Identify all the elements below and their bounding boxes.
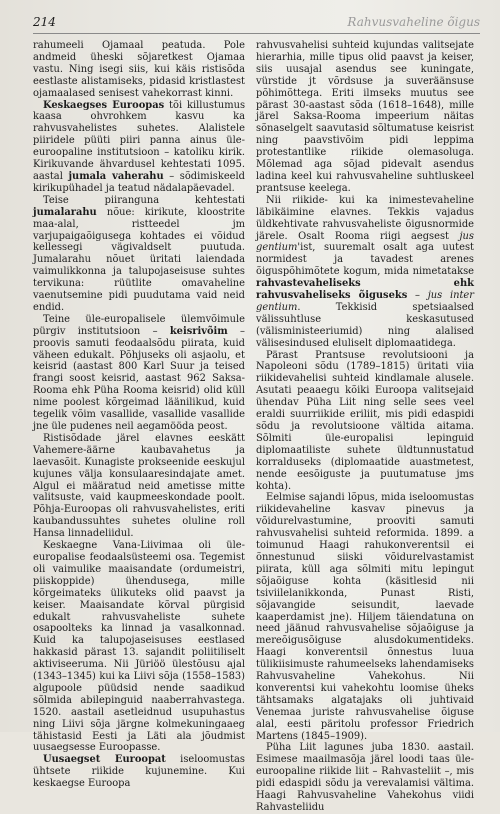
paragraph (256, 350, 474, 493)
paragraph (256, 492, 474, 742)
text-run: Ristisõdade järel elavnes eeskätt Vahemere-äärne kaubavahetus ja laevasõit. Kunagiste prokseenide eeskujul kujunes välja konsulaaresindajate amet. Algul ei määratud neid ametisse mitte valitsuste, vaid kaupmeeskondade poolt. Põhja-Euroopas oli rahvusvahelistes, eriti kaubandussuhtes suhetes oluline roll Hansa linnadeliidul. (33, 432, 245, 540)
paragraph (256, 195, 474, 350)
text-run: – (407, 290, 428, 302)
header-rule (33, 33, 480, 34)
paragraph (33, 314, 245, 433)
left-column (33, 40, 245, 790)
text-run: Teise piiranguna kehtestati (43, 194, 245, 206)
text-run: Nii riikide- kui ka inimestevaheline läbikäimine elavnes. Tekkis vajadus üldkehtivate rahvusvaheliste õigusnormide järele. Osalt Rooma riigi aegsest (256, 194, 474, 242)
text-run: nõue: kirikute, kloostrite maa-alal, ristteedel jm varjupaigaõigusega kohtades ei võidud kellessegi vägivaldselt puutuda. Jumalarahu nõuet üritati laiendada vaimulikkonna ja talupojaseisuse suhtes tervikuna: rüütlite omavaheline vaenutsemine pidi puudutama vaid neid endid. (33, 206, 245, 313)
bold-term: jumalarahu (33, 206, 97, 218)
paragraph (256, 40, 474, 195)
page-number: 214 (33, 15, 56, 29)
bold-term: jumala vaherahu (68, 170, 164, 182)
paragraph (33, 100, 245, 195)
text-run: Keskaegne Vana-Liivimaa oli üle-europalise feodaalsüsteemi osa. Tegemist oli vaimulike maaisandate (ordumeistri, piiskoppide) ühendusega, mille kõrgeimateks ülikuteks olid paavst ja keiser. Maaisandate kõrval pürgisid edukalt rahvusvaheliste suhete osapoolteks ka linnad ja vasalkonnad. Kuid ka talupojaseisuses eestlased hakkasid pärast 13. sajandit poliitiliselt aktiviseeruma. Nii Jüriöö ülestõusu ajal (1343–1345) kui ka Liivi sõja (1558–1583) algupoole püüdsid nende saadikud sõlmida abilepinguid naaberrahvastega. 1520. aastail asetleidnud usupuhastus ning Liivi sõja järgne kolmekuningaaeg tähistasid Eesti ja Läti ala jõudmist uusaegsesse Euroopasse. (33, 540, 245, 754)
paragraph (256, 742, 474, 813)
text-run: rahumeeli Ojamaal peatuda. Pole andmeid üheski sõjaretkest Ojamaa vastu. Ning isegi siis, kui käis ristisõda eestlaste alistamiseks, pidasid kristlastest ojamaalased senisest vahekorrast kinni. (33, 40, 245, 99)
text-run: tõi killustumus kaasa ohvrohkem kasvu ka rahvusvahelistes suhetes. Alalistele piiridele püüti piiri panna ainus üle-euroopaline institutsioon – katoliku kirik. Kirikuvande ähvardusel kehtestati 1095. aastal (33, 99, 246, 182)
bold-term: Uusaegset Euroopat (43, 754, 166, 766)
text-run: . Tekkisid spetsiaalsed välissuhtluse keskasutused (välisministeeriumid) ning alalised välisesindused eluliselt diplomaatidega. (256, 301, 474, 349)
paragraph (33, 433, 245, 540)
right-column (256, 40, 474, 814)
paragraph (33, 40, 245, 100)
text-run: – sõdimiskeeld kirikupühadel ja teatud nädalapäevadel. (33, 170, 246, 194)
text-run: Püha Liit lagunes juba 1830. aastail. Esimese maailmasõja järel loodi taas üle-euroopaline riikide liit – Rahvasteliit –, mis pidi edaspidi sõdu ja verevalamisi vältima. Haagi Rahvusvaheline Vahekohus viidi Rahvasteliidu (256, 742, 474, 813)
text-run: Eelmise sajandi lõpus, mida iseloomustas riikidevaheline kasvav pinevus ja võidurelvastumine, prooviti samuti rahvusvahelisi suhteid reformida. 1899. a toimunud Haagi rahukonverentsil ei õnnestunud siiski võidurelvastamist piirata, küll aga sõlmiti mitu lepingut sõjaõiguse kohta (käsitlesid nii tsiviilelanikkonda, Punast Risti, sõjavangide seisundit, laevade kaaperdamist jne). Hiljem täiendatuna on need jäänud rahvusvahelise sõjaõiguse ja mereõigusõiguse alusdokumentideks. Haagi konverentsil õnnestus luua tülikiisimuste rahumeelseks lahendamiseks Rahvusvaheline Vahekohus. Nii konverentsi kui vahekohtu loomise üheks tähtsamaks algatajaks oli juhtivaid Venemaa juriste rahvusvahelise õiguse alal, eesti päritolu professor Friedrich Martens (1845–1909). (256, 492, 474, 742)
paragraph (33, 540, 245, 754)
page-header (33, 15, 480, 31)
paragraph (33, 195, 245, 314)
paragraph (33, 754, 245, 790)
bold-term: keisrivõim (169, 325, 228, 337)
running-title: Rahvusvaheline õigus (347, 15, 480, 29)
text-run: rahvusvahelisi suhteid kujundas valitsejate hierarhia, mille tipus olid paavst ja keiser, siis uusajal asendus see kuningate, vürstide jt võrdsuse ja suveräänsuse põhimõttega. Eriti ilmseks muutus see pärast 30-aastast sõda (1618–1648), mille järel Saksa-Rooma impeerium näitas sõnaselgelt saavutasid sõltumatuse keisrist ning paavstivõim pidi leppima protestantlike riikide olemasoluga. Mõlemad aga sõjad pidevalt asendus ladina keel kui rahvusvaheline suhtluskeel prantsuse keelega. (256, 40, 474, 194)
text-run: Pärast Prantsuse revolutsiooni ja Napoleoni sõdu (1789–1815) üritati viia riikidevahelisi suhteid kindlamale alusele. Asutati peaaegu kõiki Euroopa valitsejaid ühendav Püha Liit ning selle sees veel eraldi suurriikide eriliit, mis pidi edaspidi sõdu ja revolutsioone vältida aitama. Sõlmiti üle-europalisi lepinguid diplomaatiliste suhete üldtunnustatud korralduseks (diplomaatide auastmetest, nende eesõiguste ja puutumatuse jms kohta). (256, 349, 474, 492)
text-run: – proovis samuti feodaalsõdu piirata, kuid väheen edukalt. Põhjuseks oli asjaolu, et keisrid (aastast 800 Karl Suur ja teised frangi soost keisrid, aastast 962 Saksa-Rooma ehk Püha Rooma keisrid) olid küll nime poolest kõrgeimad läänilikud, kuid tegelik võim vasallide, vasallide vasallide jne üle pudenes neil aegamööda peost. (33, 325, 245, 432)
bold-term: rahvastevaheliseks ehk rahvusvaheliseks õiguseks (256, 278, 474, 302)
text-run: Teine üle-europalisele ülemvõimule pürgiv institutsioon – (33, 313, 245, 337)
text-run: iseloomustas ühtsete riikide kujunemine. Kui keskaegse Euroopa (33, 754, 245, 790)
text-run: 'ist, suuremalt osalt aga uutest normidest ja tavadest arenes õiguspõhimõtete kogum, mida nimetatakse (256, 242, 474, 278)
italic-term: jus inter gentium (256, 290, 474, 313)
bold-term: Keskaegses Euroopas (43, 99, 165, 111)
italic-term: jus gentium (256, 230, 474, 254)
